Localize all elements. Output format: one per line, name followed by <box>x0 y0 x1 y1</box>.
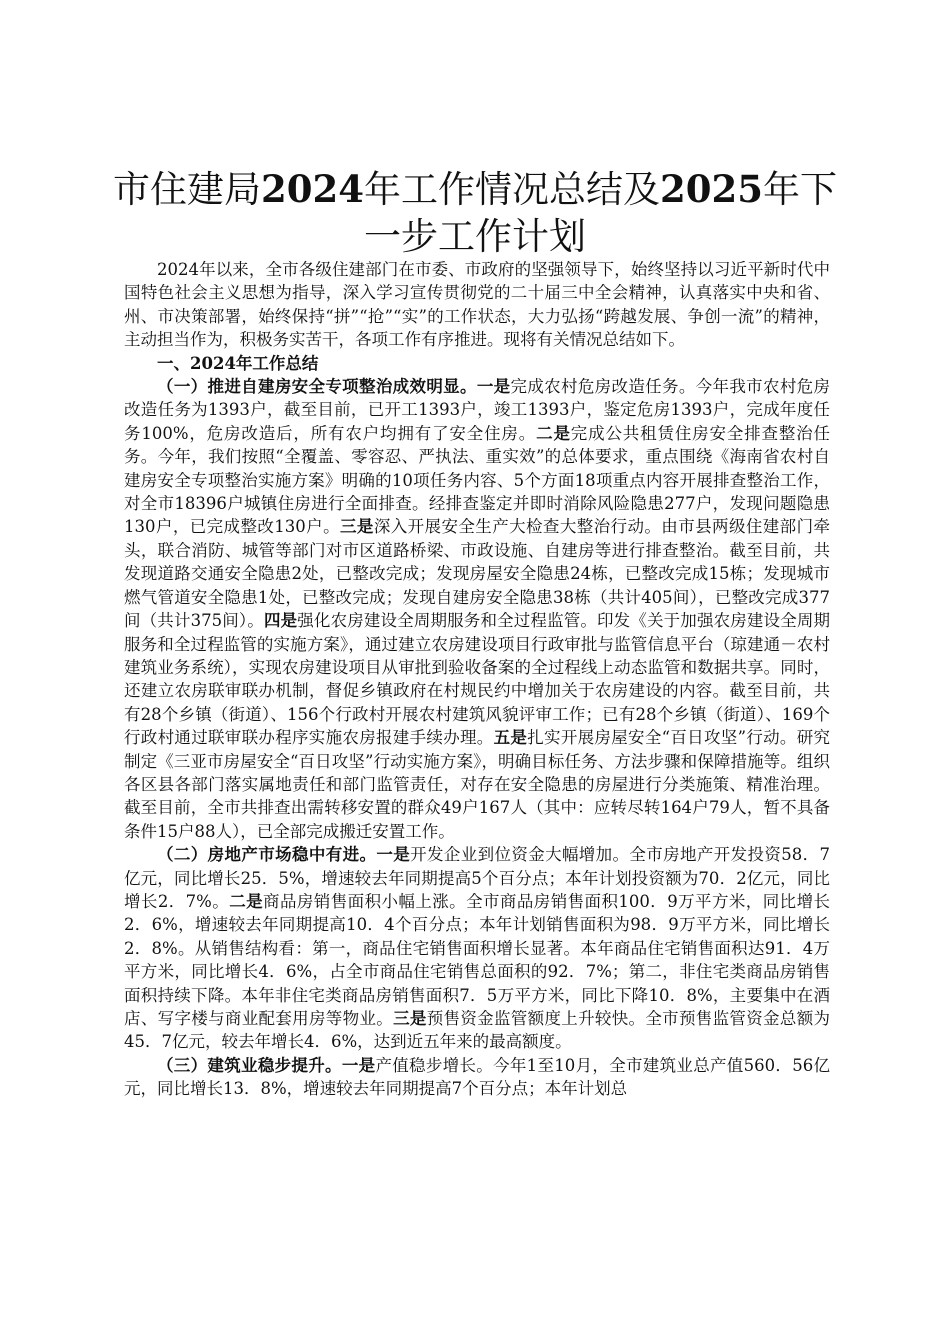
paragraph-construction <box>124 1054 830 1101</box>
subheading: （二）房地产市场稳中有进。 <box>157 845 377 865</box>
keyword: 二是 <box>229 891 264 911</box>
keyword: 四是 <box>263 611 298 631</box>
section-heading-summary: 一、2024年工作总结 <box>157 353 319 373</box>
paragraph-text: 完成公共租赁住房安全排查整治任务。今年，我们按照“全覆盖、零容忍、严执法、重实效”的总体要求，重点围绕《海南省农村自建房安全专项整治实施方案》明确的10项任务内容、5个方面18项重点内容开展排查整治工作，对全市18396户城镇住房进行全面排查。经排查鉴定并即时消除风险隐患277户，发现问题隐患130户，已完成整改130户。 <box>124 423 831 537</box>
paragraph-text: 产值稳步增长。今年1至10月，全市建筑业总产值560．56亿元，同比增长13．8%，增速较去年同期提高7个百分点；本年计划总 <box>124 1055 831 1099</box>
document-title <box>100 166 850 260</box>
keyword: 一是 <box>376 845 411 865</box>
paragraph-text: 预售资金监管额度上升较快。全市预售监管资金总额为45．7亿元，较去年增长4．6%，达到近五年来的最高额度。 <box>124 1009 831 1052</box>
title-year-2024: 2024 <box>261 167 364 211</box>
subheading: （三）建筑业稳步提升。 <box>157 1055 342 1075</box>
paragraph-text: 开发企业到位资金大幅增加。全市房地产开发投资58．7亿元，同比增长25．5%，增速较去年同期提高5个百分点；本年计划投资额为70．2亿元，同比增长2．7%。 <box>124 845 831 911</box>
title-part-1: 市住建局 <box>113 168 262 211</box>
paragraph-text: 强化农房建设全周期服务和全过程监管。印发《关于加强农房建设全周期服务和全过程监管的实施方案》，通过建立农房建设项目行政审批与监管信息平台（琼建通－农村建筑业务系统），实现农房建设项目从审批到验收备案的全过程线上动态监管和数据共享。同时，还建立农房联审联办机制，督促乡镇政府在村规民约中增加关于农房建设的内容。截至目前，共有28个乡镇（街道）、156个行政村开展农村建筑风貌评审工作；已有28个乡镇（街道）、169个行政村通过联审联办程序实施农房报建手续办理。 <box>124 611 831 748</box>
keyword: 一是 <box>476 377 511 397</box>
keyword: 三是 <box>393 1009 427 1028</box>
paragraph-text: 深入开展安全生产大检查大整治行动。由市县两级住建部门牵头，联合消防、城管等部门对市区道路桥梁、市政设施、自建房等进行排查整治。截至目前，共发现道路交通安全隐患2处，已整改完成；发现房屋安全隐患24栋，已整改完成15栋；发现城市燃气管道安全隐患1处，已整改完成；发现自建房安全隐患38栋（共计405间），已整改完成377间（共计375间）。 <box>124 517 830 631</box>
paragraph-text: 扎实开展房屋安全“百日攻坚”行动。研究制定《三亚市房屋安全“百日攻坚”行动实施方案》，明确目标任务、方法步骤和保障措施等。组织各区县各部门落实属地责任和部门监管责任，对存在安全隐患的房屋进行分类施策、精准治理。截至目前，全市共排查出需转移安置的群众49户167人（其中：应转尽转164户79人，暂不具备条件15户88人），已全部完成搬迁安置工作。 <box>124 728 831 841</box>
document-body <box>124 258 830 1101</box>
paragraph-real-estate <box>124 843 830 1054</box>
intro-paragraph: 2024年以来，全市各级住建部门在市委、市政府的坚强领导下，始终坚持以习近平新时代中国特色社会主义思想为指导，深入学习宣传贯彻党的二十届三中全会精神，认真落实中央和省、州、市决策部署，始终保持“拼”“抢”“实”的工作状态，大力弘扬“跨越发展、争创一流”的精神，主动担当作为，积极务实苦干，各项工作有序推进。现将有关情况总结如下。 <box>124 260 830 350</box>
paragraph-text: 完成农村危房改造任务。今年我市农村危房改造任务为1393户，截至目前，已开工1393户，竣工1393户，鉴定危房1393户，完成年度任务100%，危房改造后，所有农户均拥有了安全住房。 <box>124 377 831 443</box>
title-part-2: 年工作情况总结及 <box>364 168 660 211</box>
keyword: 二是 <box>536 423 571 443</box>
keyword: 三是 <box>340 517 374 537</box>
paragraph-text: 商品房销售面积小幅上涨。全市商品房销售面积100．9万平方米，同比增长2．6%，增速较去年同期提高10．4个百分点；本年计划销售面积为98．9万平方米，同比增长2．8%。从销售结构看：第一，商品住宅销售面积增长显著。本年商品住宅销售面积达91．4万平方米，同比增长4．6%，占全市商品住宅销售总面积的92．7%；第二，非住宅类商品房销售面积持续下降。本年非住宅类商品房销售面积7．5万平方米，同比下降10．8%，主要集中在酒店、写字楼与商业配套用房等物业。 <box>124 891 830 1028</box>
keyword: 一是 <box>341 1055 376 1075</box>
title-year-2025: 2025 <box>660 167 763 211</box>
paragraph-self-built-housing <box>124 375 830 843</box>
title-part-3: 年下一步工作计划 <box>364 168 837 258</box>
subheading: （一）推进自建房安全专项整治成效明显。 <box>157 377 477 397</box>
keyword: 五是 <box>493 728 528 748</box>
